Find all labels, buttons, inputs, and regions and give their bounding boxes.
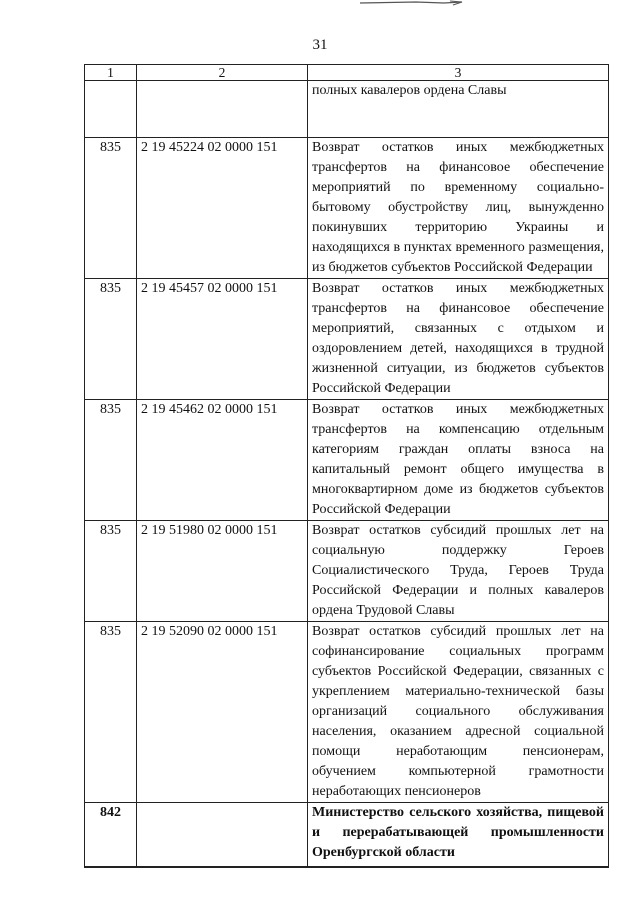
ministry-name-cell: Министерство сельского хозяйства, пищевой и перерабатывающей промышленности Оренбургской области (308, 803, 609, 868)
description-cell: Возврат остатков субсидий прошлых лет на софинансирование социальных программ субъектов Российской Федерации, связанных с укреплением материально-технической базы организаций социального обслуживания населения, оказанием адресной социальной помощи неработающим пенсионерам, обучением компьютерной грамотности неработающих пенсионеров (308, 622, 609, 803)
table-row-continuation (85, 81, 609, 138)
budget-code-cell: 2 19 45457 02 0000 151 (137, 279, 308, 400)
column-header-3: 3 (308, 65, 609, 81)
table-header-row (85, 65, 609, 81)
page-number: 31 (312, 37, 328, 53)
admin-code-cell: 835 (85, 400, 137, 521)
admin-code-cell (85, 81, 137, 138)
column-header-1: 1 (85, 65, 137, 81)
admin-code-cell: 835 (85, 279, 137, 400)
table-row (85, 138, 609, 279)
column-header-2: 2 (137, 65, 308, 81)
admin-code-cell: 842 (85, 803, 137, 868)
description-cell: Возврат остатков иных межбюджетных трансфертов на финансовое обеспечение мероприятий по временному социально-бытовому обустройству лиц, вынужденно покинувших территорию Украины и находящихся в пунктах временного размещения, из бюджетов субъектов Российской Федерации (308, 138, 609, 279)
budget-code-cell: 2 19 52090 02 0000 151 (137, 622, 308, 803)
table-row (85, 622, 609, 803)
description-cell: Возврат остатков иных межбюджетных трансфертов на финансовое обеспечение мероприятий, связанных с отдыхом и оздоровлением детей, находящихся в трудной жизненной ситуации, из бюджетов субъектов Российской Федерации (308, 279, 609, 400)
budget-code-cell (137, 803, 308, 868)
budget-codes-table (84, 64, 609, 868)
admin-code-cell: 835 (85, 622, 137, 803)
description-cell: полных кавалеров ордена Славы (308, 81, 609, 138)
table-row (85, 400, 609, 521)
table-row (85, 279, 609, 400)
admin-code-cell: 835 (85, 138, 137, 279)
description-cell: Возврат остатков иных межбюджетных трансфертов на компенсацию отдельным категориям граждан оплаты взноса на капитальный ремонт общего имущества в многоквартирном доме из бюджетов субъектов Российской Федерации (308, 400, 609, 521)
admin-code-cell: 835 (85, 521, 137, 622)
budget-code-cell: 2 19 51980 02 0000 151 (137, 521, 308, 622)
budget-code-cell: 2 19 45462 02 0000 151 (137, 400, 308, 521)
description-cell: Возврат остатков субсидий прошлых лет на социальную поддержку Героев Социалистического Труда, Героев Труда Российской Федерации и полных кавалеров ордена Трудовой Славы (308, 521, 609, 622)
scan-mark-line (358, 0, 468, 6)
budget-code-cell: 2 19 45224 02 0000 151 (137, 138, 308, 279)
table-row (85, 521, 609, 622)
table-row-ministry (85, 803, 609, 868)
budget-code-cell (137, 81, 308, 138)
